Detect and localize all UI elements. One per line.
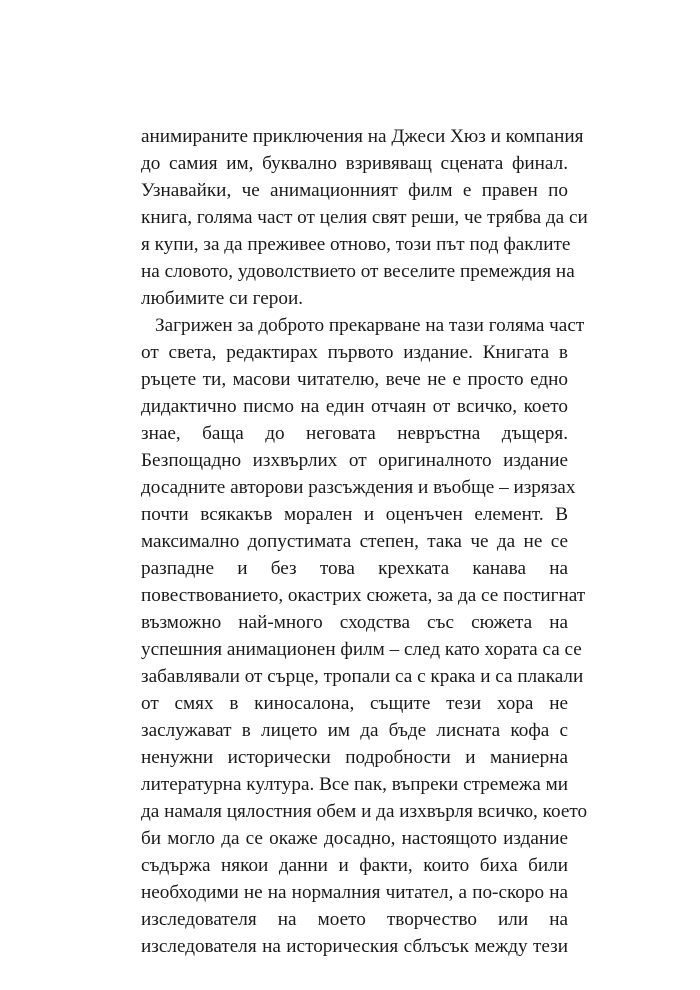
text-line: необходими не на нормалния читател, а по-скоро на [141,882,568,903]
text-line: възможно най-много сходства със сюжета на [141,612,568,633]
text-line: повествованието, окастрих сюжета, за да се постигнат [141,585,586,606]
text-line: от смях в киносалона, същите тези хора не [141,693,568,714]
text-line: да намаля цялостния обем и да изхвърля всичко, което [141,801,588,822]
text-line: максимално допустимата степен, така че да не се [141,531,568,552]
text-line: Безпощадно изхвърлих от оригиналното издание [141,450,568,471]
text-line: литературна култура. Все пак, въпреки стремежа ми [141,774,568,795]
text-line: Узнавайки, че анимационният филм е правен по [141,180,568,201]
text-line: изследователя на моето творчество или на [141,909,568,930]
text-line: забавлявали от сърце, тропали са с крака и са плакали [141,666,584,687]
body-text [141,123,588,960]
text-line: разпадне и без това крехката канава на [141,558,568,579]
text-line: до самия им, буквално взривяващ сцената финал. [141,153,568,174]
text-line: Загрижен за доброто прекарване на тази голяма част [155,315,585,336]
text-line: съдържа някои данни и факти, които биха били [141,855,568,876]
text-line: любимите си герои. [141,288,304,309]
paragraph-2 [141,312,588,960]
text-line: от света, редактирах първото издание. Книгата в [141,342,568,363]
paragraph-1 [141,123,588,312]
text-line: знае, баща до неговата невръстна дъщеря. [141,423,568,444]
text-line: книга, голяма част от целия свят реши, че трябва да си [141,207,588,228]
text-line: изследователя на историческия сблъсък между тези [141,936,568,957]
text-line: би могло да се окаже досадно, настоящото издание [141,828,568,849]
text-line: дидактично писмо на един отчаян от всичко, което [141,396,568,417]
text-line: на словото, удоволствието от веселите премеждия на [141,261,575,282]
text-line: успешния анимационен филм – след като хората са се [141,639,582,660]
text-line: досадните авторови разсъждения и въобще – изрязах [141,477,576,498]
text-line: заслужават в лицето им да бъде лисната кофа с [141,720,568,741]
text-line: я купи, за да преживее отново, този път под факлите [141,234,571,255]
text-line: анимираните приключения на Джеси Хюз и компания [141,126,584,147]
text-line: почти всякакъв морален и оценъчен елемент. В [141,504,568,525]
text-line: ненужни исторически подробности и маниерна [141,747,568,768]
text-line: ръцете ти, масови читателю, вече не е просто едно [141,369,568,390]
